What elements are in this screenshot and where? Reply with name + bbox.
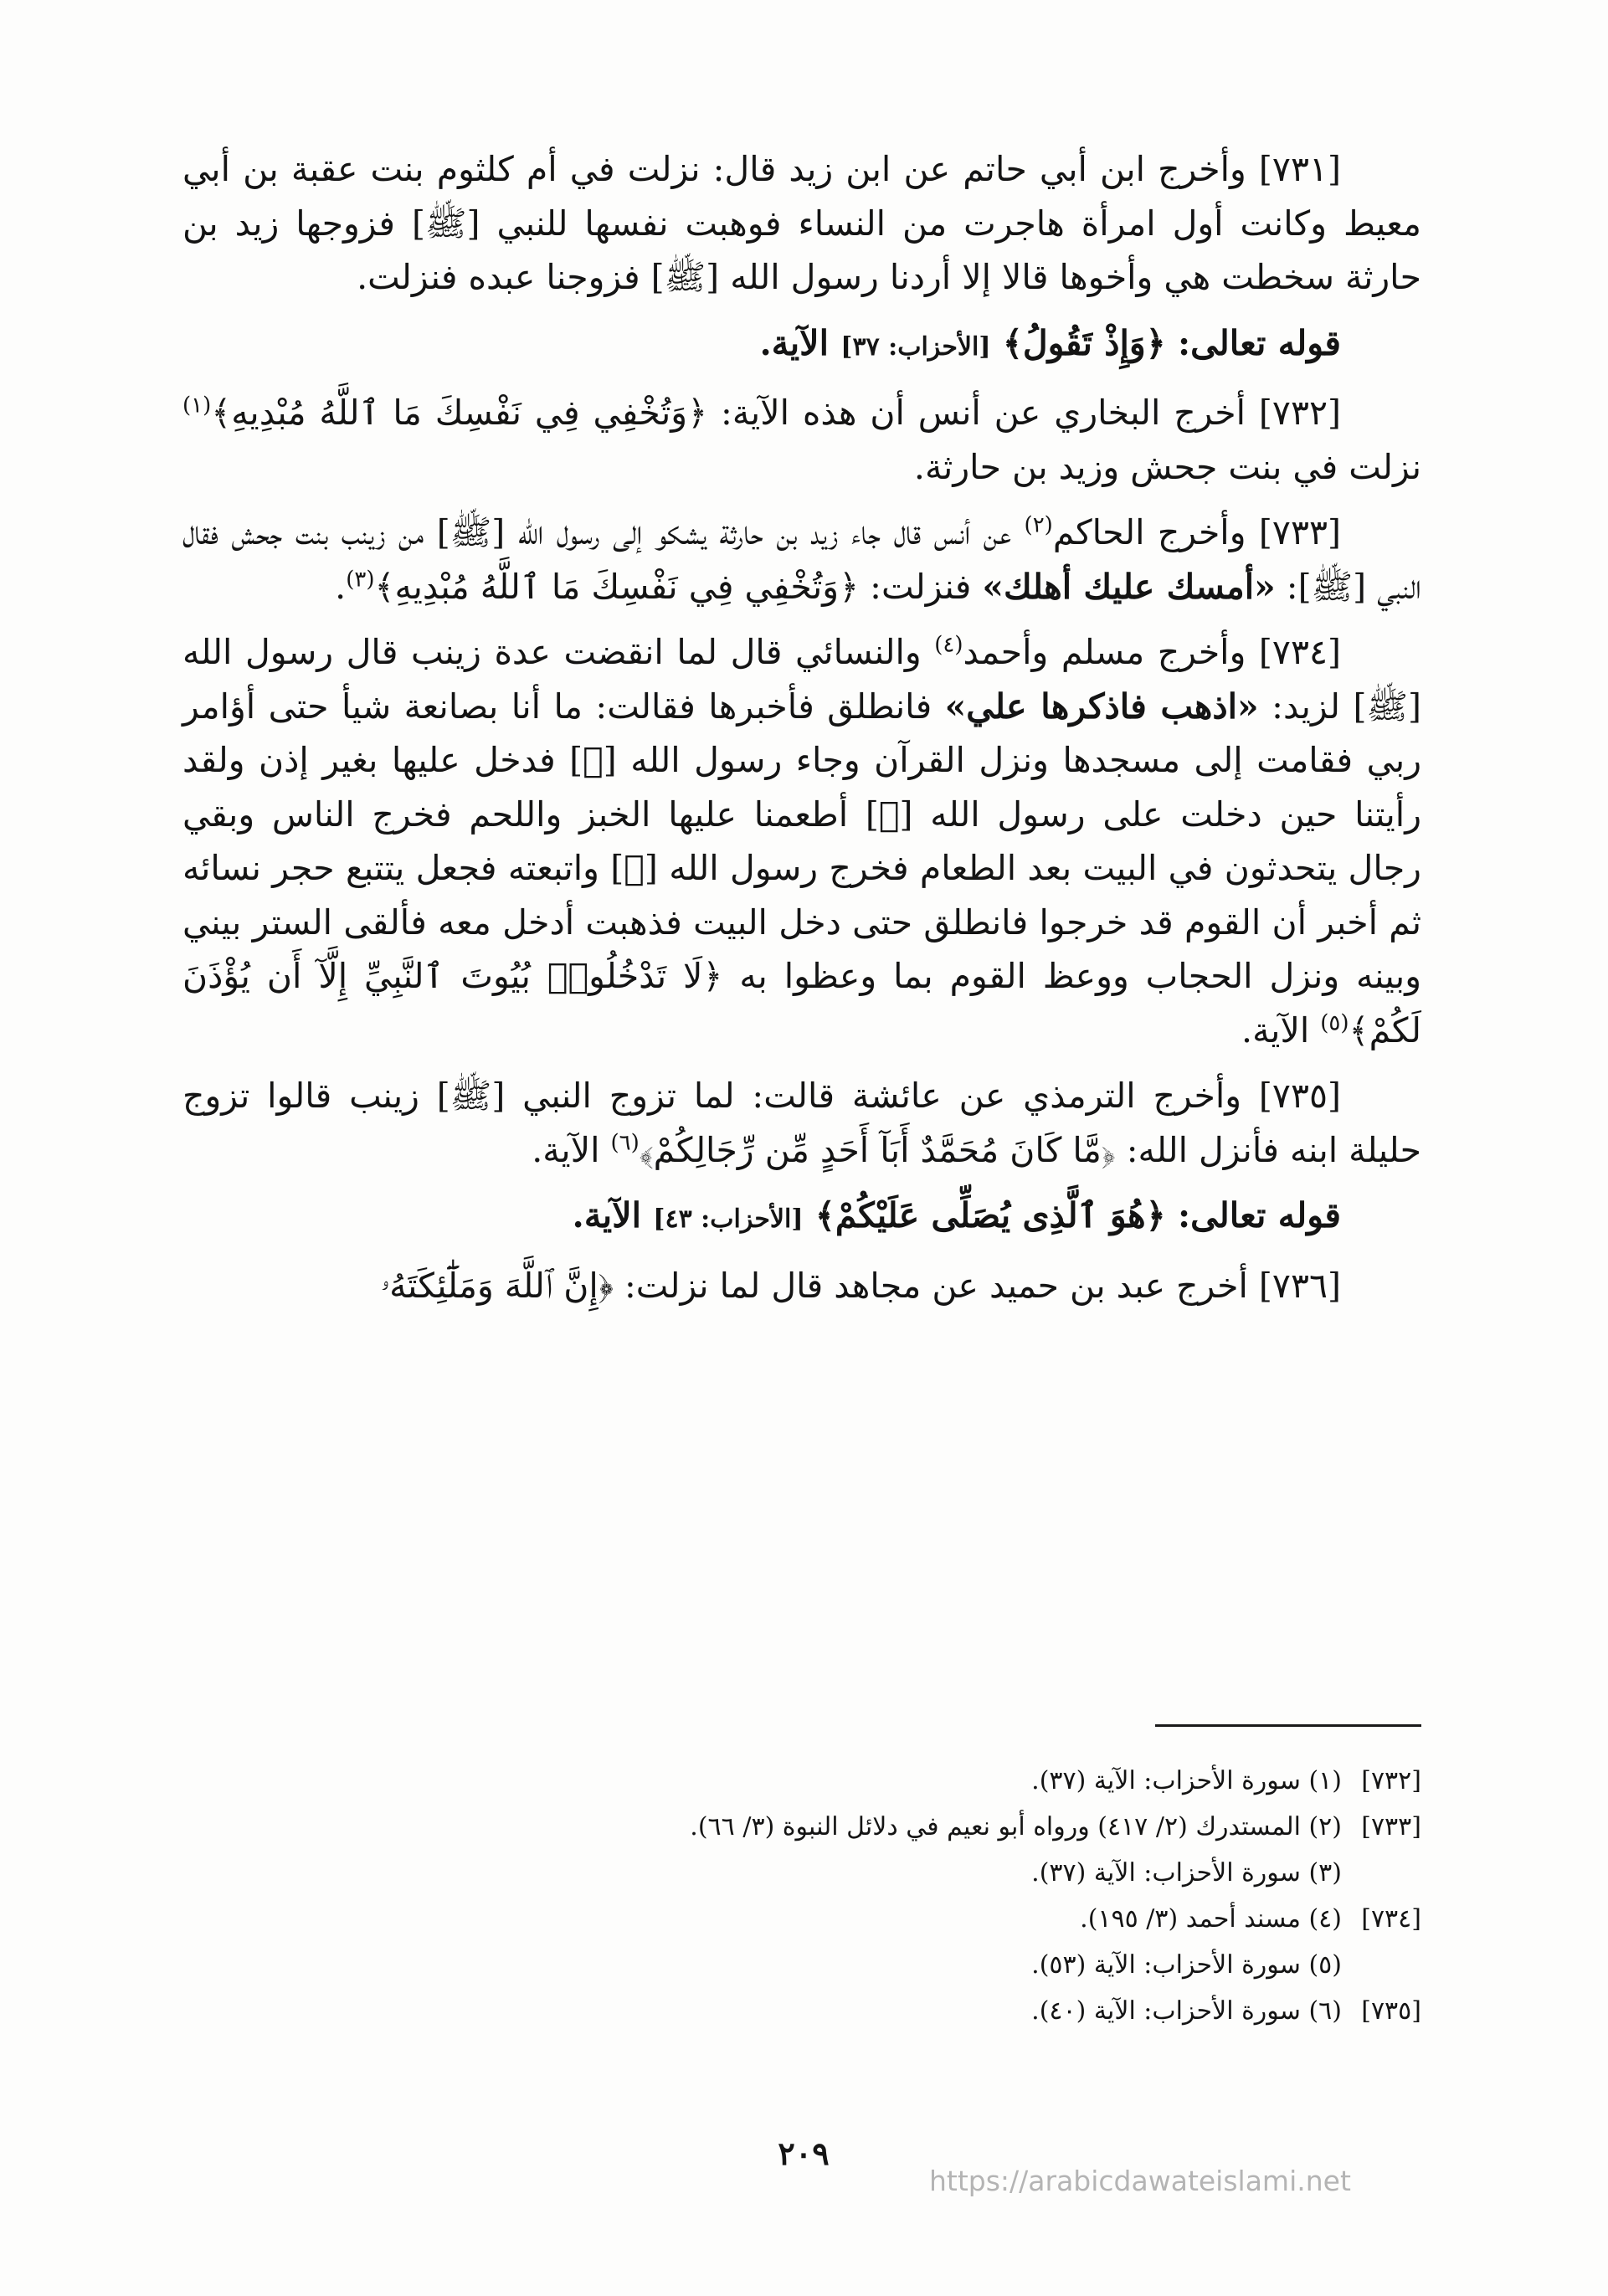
heading-label: قوله تعالى: <box>1177 322 1341 363</box>
paragraph-text: [٧٣٤] وأخرج مسلم وأحمد <box>963 632 1341 672</box>
paragraph-text: عن أنس قال جاء زيد بن حارثة يشكو إلى رسول الله [ﷺ] من زينب بنت جحش فقال النبي [ﷺ]: <box>182 512 1421 607</box>
footnote-ref: [٧٣٢] <box>1361 1766 1421 1795</box>
footnote-row <box>251 1988 1421 2034</box>
heading-tail: الآية. <box>572 1195 641 1235</box>
quran-verse: ﴿وَإِذْ تَقُولُ﴾ <box>1002 322 1166 363</box>
footnote-marker: (١) <box>182 393 212 419</box>
paragraph-text: . <box>335 566 347 607</box>
quran-verse: ﴿هُوَ ٱلَّذِى يُصَلِّى عَلَيْكُمْ﴾ <box>814 1195 1166 1235</box>
footnote-ref: [٧٣٥] <box>1361 1996 1421 2026</box>
footnotes <box>251 1758 1421 2034</box>
footnote-text: (١) سورة الأحزاب: الآية (٣٧). <box>1031 1766 1342 1795</box>
footnote-row <box>251 1804 1421 1850</box>
paragraph-text: [٧٣٦] أخرج عبد بن حميد عن مجاهد قال لما نزلت: ﴿إِنَّ ٱللَّهَ وَمَلَٰٓئِكَتَهُۥ <box>380 1265 1341 1306</box>
paragraph-text: والنسائي قال لما انقضت عدة زينب قال رسول الله [ﷺ] لزيد: <box>182 632 1421 727</box>
paragraph-732 <box>182 386 1421 494</box>
verse-reference: [الأحزاب: ٣٧] <box>840 331 991 362</box>
watermark-url: https://arabicdawateislami.net <box>929 2165 1351 2197</box>
page-number: ٢٠٩ <box>778 2134 830 2172</box>
footnote-ref <box>1342 1942 1421 1988</box>
footnote-row <box>251 1896 1421 1942</box>
paragraph-text: [٧٣١] وأخرج ابن أبي حاتم عن ابن زيد قال: نزلت في أم كلثوم بنت عقبة بن أبي معيط وكانت أول امرأة هاجرت من النساء فوهبت نفسها للنبي [ﷺ] فزوجها زيد بن حارثة سخطت هي وأخوها قالا إلا أردنا رسول الله [ﷺ] فزوجنا عبده فنزلت. <box>182 149 1421 297</box>
paragraph-734 <box>182 625 1421 1057</box>
footnote-marker: (٣) <box>346 566 375 592</box>
paragraph-text: [٧٣٢] أخرج البخاري عن أنس أن هذه الآية: ﴿وَتُخْفِي فِي نَفْسِكَ مَا ٱللَّهُ مُبْدِيهِ﴾ <box>211 393 1341 433</box>
paragraph-text: [٧٣٣] وأخرج الحاكم <box>1052 512 1341 552</box>
main-text <box>182 142 1421 1312</box>
paragraph-733 <box>182 506 1421 614</box>
footnote-text: (٢) المستدرك (٢/ ٤١٧) ورواه أبو نعيم في دلائل النبوة (٣/ ٦٦). <box>690 1812 1342 1841</box>
hadith-quote: «اذهب فاذكرها علي» <box>944 686 1259 727</box>
footnote-row <box>251 1758 1421 1804</box>
footnote-marker: (٤) <box>934 632 963 658</box>
paragraph-735 <box>182 1069 1421 1177</box>
footnote-row <box>251 1850 1421 1896</box>
footnote-text: (٤) مسند أحمد (٣/ ١٩٥). <box>1080 1904 1342 1934</box>
paragraph-text: الآية. <box>1241 1009 1321 1050</box>
footnote-text: (٥) سورة الأحزاب: الآية (٥٣). <box>1031 1950 1342 1980</box>
footnote-marker: (٥) <box>1320 1009 1349 1035</box>
footnote-text: (٣) سورة الأحزاب: الآية (٣٧). <box>1031 1858 1342 1888</box>
paragraph-736 <box>182 1259 1421 1313</box>
paragraph-text: الآية. <box>532 1129 611 1170</box>
footnote-ref: [٧٣٤] <box>1361 1904 1421 1934</box>
hadith-quote: «أمسك عليك أهلك» <box>982 566 1276 607</box>
heading-verse-43 <box>182 1189 1421 1247</box>
paragraph-731 <box>182 142 1421 305</box>
verse-reference: [الأحزاب: ٤٣] <box>653 1205 804 1234</box>
paragraph-text: [٧٣٥] وأخرج الترمذي عن عائشة قالت: لما تزوج النبي [ﷺ] زينب قالوا تزوج حليلة ابنه فأنزل الله: ﴿مَّا كَانَ مُحَمَّدٌ أَبَآ أَحَدٍ مِّن رِّجَالِكُمْ﴾ <box>182 1076 1421 1170</box>
footnote-row <box>251 1942 1421 1988</box>
paragraph-text: فانطلق فأخبرها فقالت: ما أنا بصانعة شيأ حتى أؤامر ربي فقامت إلى مسجدها ونزل القرآن وجاء رسول الله [ﷺ] فدخل عليها بغير إذن ولقد رأيتنا حين دخلت على رسول الله [ﷺ] أطعمنا عليها الخبز واللحم فخرج الناس وبقي رجال يتحدثون في البيت بعد الطعام فخرج رسول الله [ﷺ] واتبعته فجعل يتتبع حجر نسائه ثم أخبر أن القوم قد خرجوا فانطلق حتى دخل البيت فذهبت أدخل معه فألقى الستر بيني وبينه ونزل الحجاب ووعظ القوم بما وعظوا به ﴿لَا تَدْخُلُوا۟ بُيُوتَ ٱلنَّبِيِّ إِلَّآ أَن يُؤْذَنَ لَكُمْ﴾ <box>182 686 1421 1050</box>
footnote-ref <box>1342 1850 1421 1896</box>
heading-tail: الآية. <box>759 322 829 363</box>
footnote-ref: [٧٣٣] <box>1361 1812 1421 1841</box>
paragraph-text: فنزلت: ﴿وَتُخْفِي فِي نَفْسِكَ مَا ٱللَّهُ مُبْدِيهِ﴾ <box>374 566 983 607</box>
footnote-divider <box>1155 1724 1421 1727</box>
heading-verse-37 <box>182 316 1421 375</box>
paragraph-text: نزلت في بنت جحش وزيد بن حارثة. <box>913 446 1421 487</box>
footnote-text: (٦) سورة الأحزاب: الآية (٤٠). <box>1031 1996 1342 2026</box>
heading-label: قوله تعالى: <box>1177 1195 1341 1235</box>
footnote-marker: (٦) <box>610 1129 640 1155</box>
footnote-marker: (٢) <box>1024 512 1053 538</box>
